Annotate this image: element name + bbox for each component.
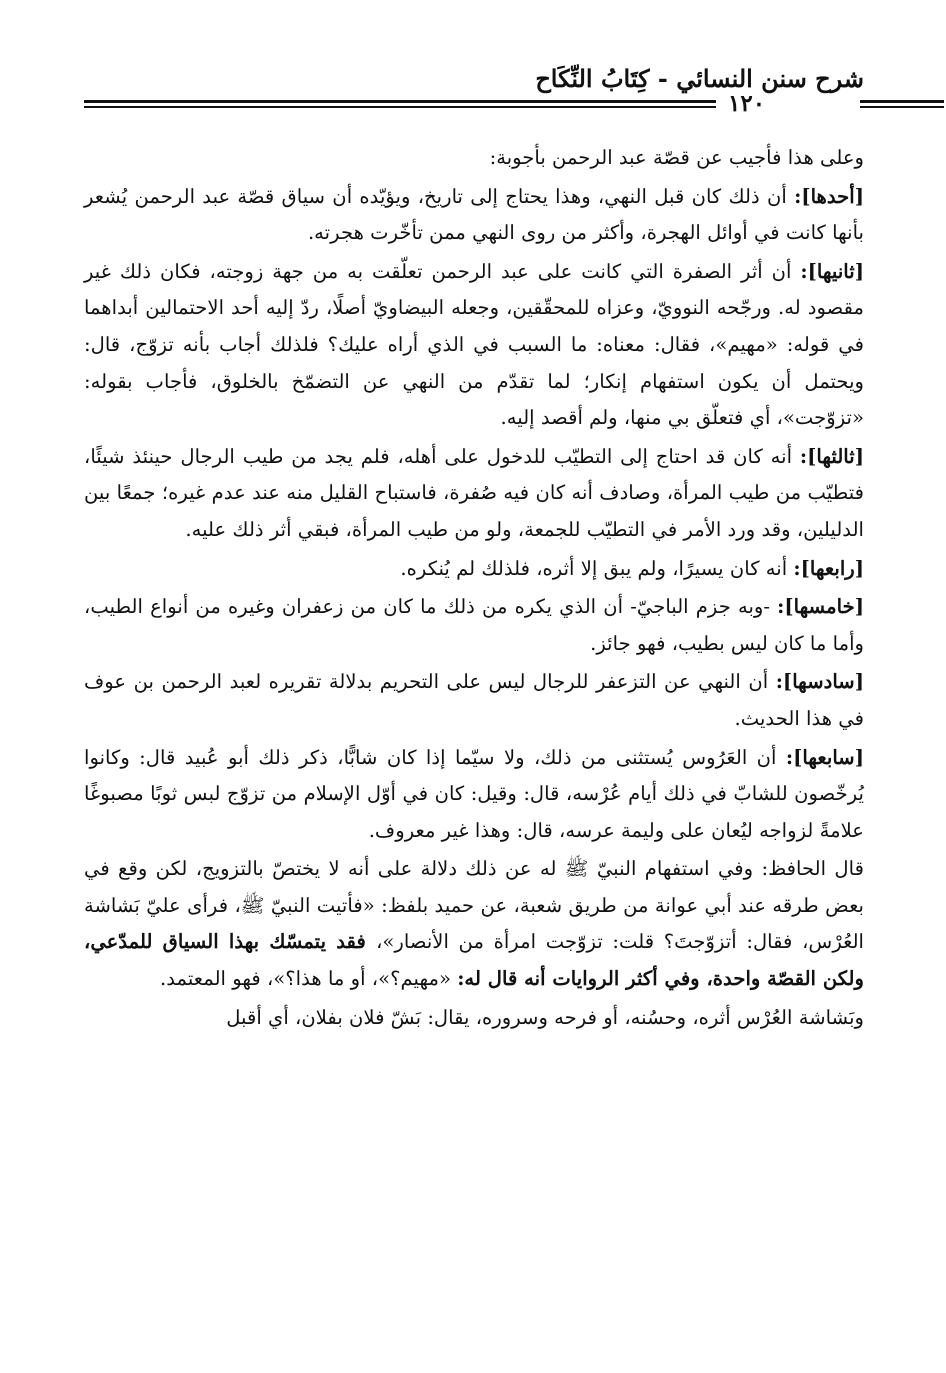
paragraph-text: أن ذلك كان قبل النهي، وهذا يحتاج إلى تاريخ، ويؤيّده أن سياق قصّة عبد الرحمن يُشعر بأنها كانت في أوائل الهجرة، وأكثر من روى النهي ممن تأخّرت هجرته. — [84, 184, 864, 245]
answer-label: [رابعها]: — [793, 556, 864, 580]
paragraph-answer-5 — [84, 589, 864, 662]
paragraph-bold-text: فقد يتمسّك بهذا السياق للمدّعي، ولكن القصّة واحدة، وفي أكثر الروايات أنه قال له: — [84, 930, 864, 991]
paragraph-text: وعلى هذا فأجيب عن قصّة عبد الرحمن بأجوبة: — [489, 146, 864, 169]
header-rule-right — [860, 100, 944, 108]
paragraph-text: وبَشاشة العُرْس أثره، وحسُنه، أو فرحه وسروره، يقال: بَشّ فلان بفلان، أي أقبل — [226, 1005, 864, 1029]
paragraph-text: أن العَرُوس يُستثنى من ذلك، ولا سيّما إذا كان شابًّا، ذكر ذلك أبو عُبيد قال: وكانوا يُرخّصون للشابّ في ذلك أيام عُرْسه، قال: وقيل: كان في أوّل الإسلام من تزوّج لبس ثوبًا مصبوغًا علامةً لزواجه ليُعان على وليمة عرسه، قال: وهذا غير معروف. — [84, 745, 864, 842]
paragraph-hafiz-quote — [84, 851, 864, 997]
paragraph-text: -وبه جزم الباجيّ- أن الذي يكره من ذلك ما كان من زعفران وغيره من أنواع الطيب، وأما ما كان ليس بطيب، فهو جائز. — [84, 595, 864, 655]
body-text — [84, 140, 864, 1036]
answer-label: [ثالثها]: — [799, 444, 864, 468]
paragraph-text: أن النهي عن التزعفر للرجال ليس على التحريم بدلالة تقريره لعبد الرحمن بن عوف في هذا الحديث. — [84, 670, 864, 730]
answer-label: [أحدها]: — [794, 184, 864, 208]
paragraph-answer-7 — [84, 740, 864, 850]
header-rule-left — [84, 100, 716, 108]
paragraph-answer-4 — [84, 551, 864, 588]
page-header — [84, 60, 864, 120]
paragraph-text: أن أثر الصفرة التي كانت على عبد الرحمن تعلّقت به من جهة زوجته، فكان ذلك غير مقصود له. ورجّحه النوويّ، وعزاه للمحقّقين، وجعله البيضاويّ أصلًا، ردّ إليه أحد الاحتمالين أبداهما في قوله: «مهيم»، فقال: معناه: ما السبب في الذي أراه عليك؟ فلذلك أجاب بأنه تزوّج، قال: ويحتمل أن يكون استفهام إنكار؛ لما تقدّم من النهي عن التضمّخ بالخلوق، فأجاب بقوله: «تزوّجت»، أي فتعلّق بي منها، ولم أقصد إليه. — [84, 259, 864, 430]
answer-label: [سادسها]: — [775, 670, 864, 694]
paragraph-text-tail: «مهيم؟»، أو ما هذا؟»، فهو المعتمد. — [160, 967, 458, 991]
running-title: شرح سنن النسائي - كِتَابُ النِّكَاح — [535, 64, 864, 93]
paragraph-answer-3 — [84, 439, 864, 549]
paragraph-intro — [84, 140, 864, 177]
paragraph-text: أنه كان يسيرًا، ولم يبق إلا أثره، فلذلك لم يُنكره. — [400, 556, 794, 580]
page-number: ١٢٠ — [728, 90, 766, 117]
paragraph-text: قال الحافظ: وفي استفهام النبيّ ﷺ له عن ذلك دلالة على أنه لا يختصّ بالتزويج، لكن وقع في بعض طرقه عند أبي عوانة من طريق شعبة، عن حميد بلفظ: «فأتيت النبيّ ﷺ، فرأى عليّ بَشاشة العُرْس، فقال: أتزوّجتَ؟ قلت: تزوّجت امرأة من الأنصار»، — [84, 857, 864, 954]
paragraph-definition — [84, 1000, 864, 1037]
paragraph-answer-6 — [84, 664, 864, 737]
answer-label: [خامسها]: — [777, 595, 864, 619]
paragraph-text: أنه كان قد احتاج إلى التطيّب للدخول على أهله، فلم يجد من طيب الرجال حينئذ شيئًا، فتطيّب من طيب المرأة، وصادف أنه كان فيه صُفرة، فاستباح القليل منه عند عدم غيره؛ جمعًا بين الدليلين، وقد ورد الأمر في التطيّب للجمعة، ولو من طيب المرأة، فبقي أثر ذلك عليه. — [84, 444, 864, 541]
paragraph-answer-2 — [84, 254, 864, 437]
answer-label: [سابعها]: — [785, 745, 864, 769]
paragraph-answer-1 — [84, 179, 864, 252]
answer-label: [ثانيها]: — [800, 259, 864, 283]
